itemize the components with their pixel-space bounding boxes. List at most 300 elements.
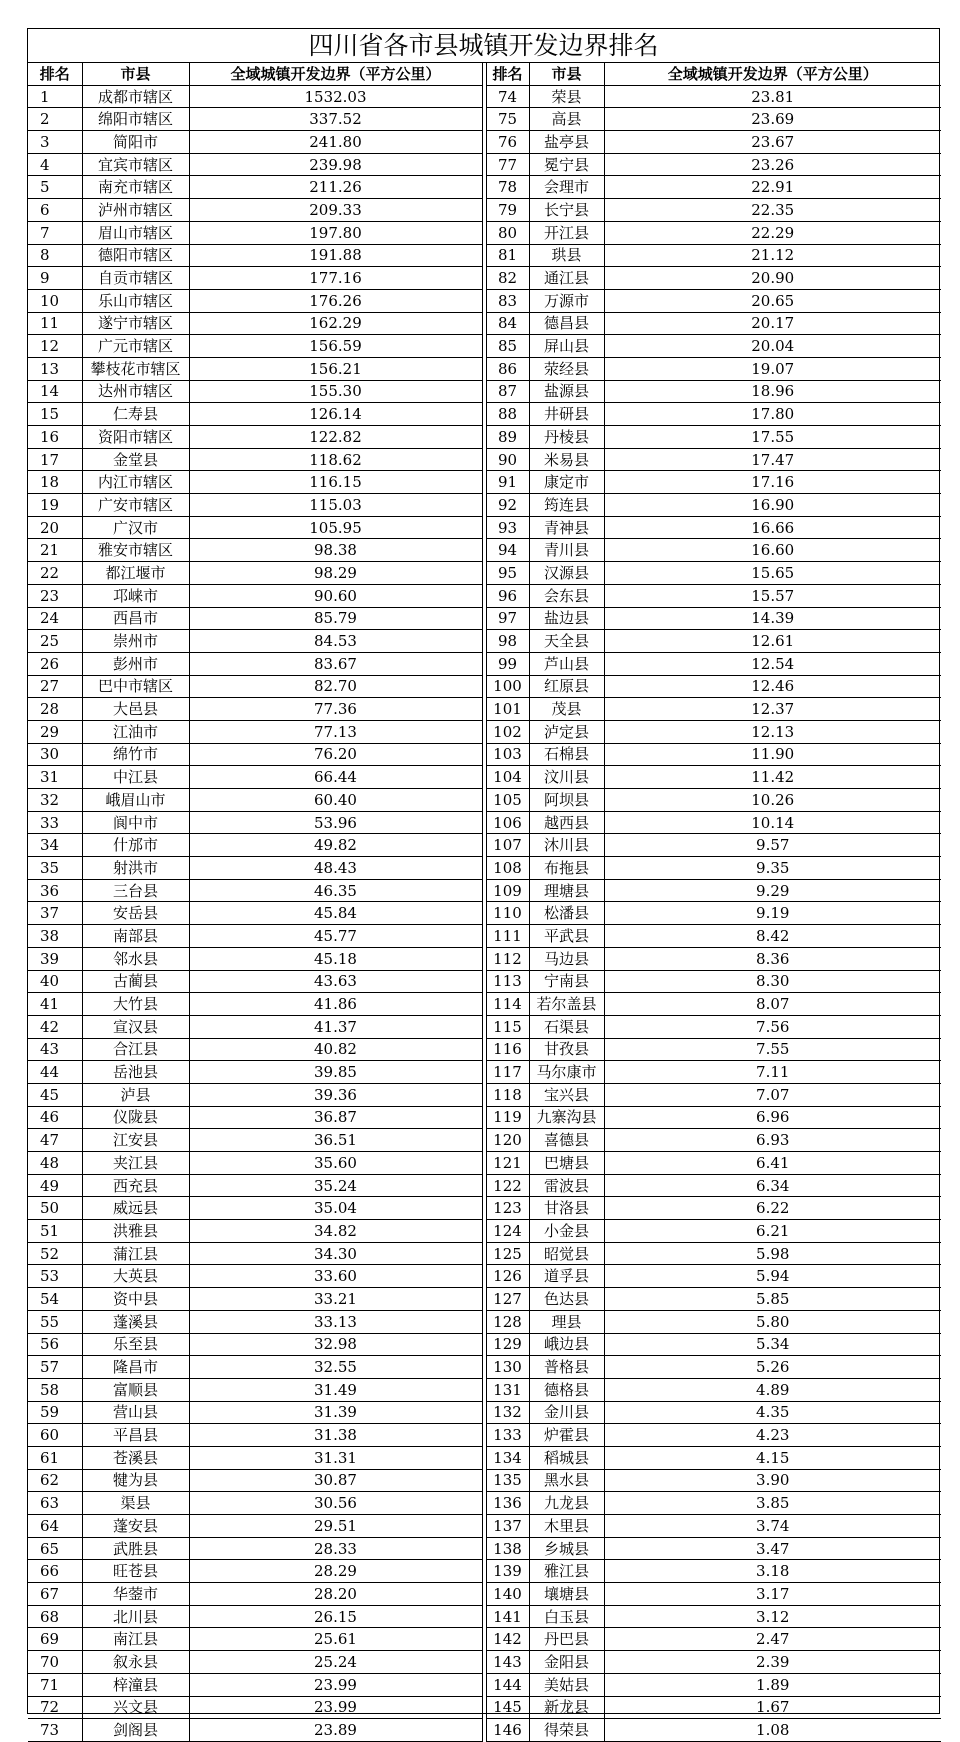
area-cell: 156.59 xyxy=(189,335,482,358)
area-cell: 15.65 xyxy=(604,562,941,585)
area-cell: 85.79 xyxy=(189,607,482,630)
header-county-right: 市县 xyxy=(529,63,604,85)
area-cell: 82.70 xyxy=(189,675,482,698)
area-cell: 6.34 xyxy=(604,1174,941,1197)
area-cell: 11.90 xyxy=(604,743,941,766)
area-cell: 30.87 xyxy=(189,1469,482,1492)
rank-cell: 66 xyxy=(28,1560,82,1583)
county-cell: 营山县 xyxy=(82,1401,189,1424)
area-cell: 18.96 xyxy=(604,380,941,403)
table-row xyxy=(28,766,941,789)
rank-cell: 12 xyxy=(28,335,82,358)
rank-cell: 126 xyxy=(486,1265,529,1288)
rank-cell: 9 xyxy=(28,267,82,290)
rank-cell: 68 xyxy=(28,1605,82,1628)
county-cell: 甘洛县 xyxy=(529,1197,604,1220)
county-cell: 理县 xyxy=(529,1310,604,1333)
area-cell: 46.35 xyxy=(189,879,482,902)
rank-cell: 137 xyxy=(486,1515,529,1538)
area-cell: 115.03 xyxy=(189,494,482,517)
rank-cell: 36 xyxy=(28,879,82,902)
rank-cell: 125 xyxy=(486,1242,529,1265)
county-cell: 喜德县 xyxy=(529,1129,604,1152)
rank-cell: 17 xyxy=(28,448,82,471)
area-cell: 16.60 xyxy=(604,539,941,562)
rank-cell: 83 xyxy=(486,289,529,312)
county-cell: 巴塘县 xyxy=(529,1152,604,1175)
area-cell: 45.84 xyxy=(189,902,482,925)
rank-cell: 7 xyxy=(28,221,82,244)
table-row xyxy=(28,1265,941,1288)
county-cell: 武胜县 xyxy=(82,1537,189,1560)
area-cell: 3.17 xyxy=(604,1583,941,1606)
county-cell: 隆昌市 xyxy=(82,1356,189,1379)
area-cell: 23.67 xyxy=(604,131,941,154)
area-cell: 5.80 xyxy=(604,1310,941,1333)
table-row xyxy=(28,562,941,585)
area-cell: 28.29 xyxy=(189,1560,482,1583)
area-cell: 53.96 xyxy=(189,811,482,834)
area-cell: 211.26 xyxy=(189,176,482,199)
area-cell: 5.94 xyxy=(604,1265,941,1288)
rank-cell: 72 xyxy=(28,1696,82,1719)
rank-cell: 23 xyxy=(28,584,82,607)
county-cell: 北川县 xyxy=(82,1605,189,1628)
table-row xyxy=(28,1515,941,1538)
county-cell: 叙永县 xyxy=(82,1651,189,1674)
table-row xyxy=(28,1583,941,1606)
area-cell: 116.15 xyxy=(189,471,482,494)
rank-cell: 10 xyxy=(28,289,82,312)
area-cell: 4.23 xyxy=(604,1424,941,1447)
table-row xyxy=(28,1242,941,1265)
rank-cell: 34 xyxy=(28,834,82,857)
area-cell: 66.44 xyxy=(189,766,482,789)
table-row xyxy=(28,1605,941,1628)
header-area-right: 全域城镇开发边界（平方公里） xyxy=(604,63,941,85)
area-cell: 77.13 xyxy=(189,720,482,743)
county-cell: 美姑县 xyxy=(529,1673,604,1696)
county-cell: 金阳县 xyxy=(529,1651,604,1674)
rank-cell: 138 xyxy=(486,1537,529,1560)
area-cell: 90.60 xyxy=(189,584,482,607)
area-cell: 34.30 xyxy=(189,1242,482,1265)
header-row xyxy=(28,63,941,85)
area-cell: 28.33 xyxy=(189,1537,482,1560)
county-cell: 旺苍县 xyxy=(82,1560,189,1583)
area-cell: 105.95 xyxy=(189,516,482,539)
table-row xyxy=(28,1038,941,1061)
rank-cell: 106 xyxy=(486,811,529,834)
rank-cell: 46 xyxy=(28,1106,82,1129)
county-cell: 仪陇县 xyxy=(82,1106,189,1129)
area-cell: 84.53 xyxy=(189,630,482,653)
rank-cell: 85 xyxy=(486,335,529,358)
rank-cell: 79 xyxy=(486,199,529,222)
area-cell: 39.85 xyxy=(189,1061,482,1084)
table-row xyxy=(28,720,941,743)
table-row xyxy=(28,289,941,312)
area-cell: 5.85 xyxy=(604,1288,941,1311)
county-cell: 马尔康市 xyxy=(529,1061,604,1084)
area-cell: 28.20 xyxy=(189,1583,482,1606)
area-cell: 3.74 xyxy=(604,1515,941,1538)
area-cell: 29.51 xyxy=(189,1515,482,1538)
county-cell: 乡城县 xyxy=(529,1537,604,1560)
county-cell: 金堂县 xyxy=(82,448,189,471)
rank-cell: 20 xyxy=(28,516,82,539)
area-cell: 7.07 xyxy=(604,1083,941,1106)
county-cell: 雅安市辖区 xyxy=(82,539,189,562)
county-cell: 华蓥市 xyxy=(82,1583,189,1606)
area-cell: 162.29 xyxy=(189,312,482,335)
rank-cell: 69 xyxy=(28,1628,82,1651)
county-cell: 理塘县 xyxy=(529,879,604,902)
rank-cell: 54 xyxy=(28,1288,82,1311)
area-cell: 45.18 xyxy=(189,947,482,970)
area-cell: 9.35 xyxy=(604,857,941,880)
area-cell: 9.19 xyxy=(604,902,941,925)
area-cell: 34.82 xyxy=(189,1220,482,1243)
county-cell: 九龙县 xyxy=(529,1492,604,1515)
area-cell: 337.52 xyxy=(189,108,482,131)
rank-cell: 121 xyxy=(486,1152,529,1175)
county-cell: 盐源县 xyxy=(529,380,604,403)
rank-cell: 39 xyxy=(28,947,82,970)
county-cell: 青神县 xyxy=(529,516,604,539)
table-row xyxy=(28,1492,941,1515)
rank-cell: 40 xyxy=(28,970,82,993)
table-row xyxy=(28,494,941,517)
table-row xyxy=(28,1015,941,1038)
area-cell: 7.55 xyxy=(604,1038,941,1061)
table-row xyxy=(28,1378,941,1401)
county-cell: 眉山市辖区 xyxy=(82,221,189,244)
county-cell: 绵阳市辖区 xyxy=(82,108,189,131)
area-cell: 177.16 xyxy=(189,267,482,290)
area-cell: 23.69 xyxy=(604,108,941,131)
area-cell: 14.39 xyxy=(604,607,941,630)
area-cell: 9.29 xyxy=(604,879,941,902)
rank-cell: 100 xyxy=(486,675,529,698)
county-cell: 绵竹市 xyxy=(82,743,189,766)
county-cell: 泸州市辖区 xyxy=(82,199,189,222)
rank-cell: 11 xyxy=(28,312,82,335)
area-cell: 6.22 xyxy=(604,1197,941,1220)
rank-cell: 33 xyxy=(28,811,82,834)
table-row xyxy=(28,970,941,993)
rank-cell: 118 xyxy=(486,1083,529,1106)
area-cell: 8.36 xyxy=(604,947,941,970)
county-cell: 康定市 xyxy=(529,471,604,494)
rank-cell: 47 xyxy=(28,1129,82,1152)
rank-cell: 143 xyxy=(486,1651,529,1674)
rank-cell: 102 xyxy=(486,720,529,743)
area-cell: 1532.03 xyxy=(189,85,482,108)
area-cell: 3.18 xyxy=(604,1560,941,1583)
table-row xyxy=(28,108,941,131)
county-cell: 甘孜县 xyxy=(529,1038,604,1061)
county-cell: 阆中市 xyxy=(82,811,189,834)
county-cell: 九寨沟县 xyxy=(529,1106,604,1129)
table-row xyxy=(28,607,941,630)
rank-cell: 24 xyxy=(28,607,82,630)
county-cell: 南充市辖区 xyxy=(82,176,189,199)
table-row xyxy=(28,426,941,449)
table-row xyxy=(28,630,941,653)
county-cell: 屏山县 xyxy=(529,335,604,358)
area-cell: 3.90 xyxy=(604,1469,941,1492)
rank-cell: 56 xyxy=(28,1333,82,1356)
rank-cell: 146 xyxy=(486,1719,529,1742)
area-cell: 23.26 xyxy=(604,153,941,176)
table-row xyxy=(28,652,941,675)
rank-cell: 145 xyxy=(486,1696,529,1719)
area-cell: 23.81 xyxy=(604,85,941,108)
county-cell: 渠县 xyxy=(82,1492,189,1515)
rank-cell: 31 xyxy=(28,766,82,789)
area-cell: 1.67 xyxy=(604,1696,941,1719)
county-cell: 沐川县 xyxy=(529,834,604,857)
county-cell: 南部县 xyxy=(82,925,189,948)
rank-cell: 134 xyxy=(486,1446,529,1469)
rank-cell: 13 xyxy=(28,357,82,380)
table-row xyxy=(28,1288,941,1311)
county-cell: 蓬溪县 xyxy=(82,1310,189,1333)
county-cell: 长宁县 xyxy=(529,199,604,222)
county-cell: 米易县 xyxy=(529,448,604,471)
area-cell: 1.89 xyxy=(604,1673,941,1696)
area-cell: 36.51 xyxy=(189,1129,482,1152)
area-cell: 77.36 xyxy=(189,698,482,721)
rank-cell: 59 xyxy=(28,1401,82,1424)
area-cell: 6.93 xyxy=(604,1129,941,1152)
table-row xyxy=(28,267,941,290)
county-cell: 蓬安县 xyxy=(82,1515,189,1538)
table-row xyxy=(28,675,941,698)
county-cell: 荣县 xyxy=(529,85,604,108)
county-cell: 荥经县 xyxy=(529,357,604,380)
rank-cell: 76 xyxy=(486,131,529,154)
rank-cell: 53 xyxy=(28,1265,82,1288)
area-cell: 76.20 xyxy=(189,743,482,766)
table-row xyxy=(28,516,941,539)
rank-cell: 114 xyxy=(486,993,529,1016)
county-cell: 会理市 xyxy=(529,176,604,199)
table-row xyxy=(28,380,941,403)
area-cell: 31.31 xyxy=(189,1446,482,1469)
table-row xyxy=(28,199,941,222)
area-cell: 31.39 xyxy=(189,1401,482,1424)
area-cell: 45.77 xyxy=(189,925,482,948)
rank-cell: 52 xyxy=(28,1242,82,1265)
rank-cell: 119 xyxy=(486,1106,529,1129)
area-cell: 41.37 xyxy=(189,1015,482,1038)
rank-cell: 6 xyxy=(28,199,82,222)
county-cell: 平武县 xyxy=(529,925,604,948)
county-cell: 壤塘县 xyxy=(529,1583,604,1606)
area-cell: 60.40 xyxy=(189,789,482,812)
rank-cell: 141 xyxy=(486,1605,529,1628)
rank-cell: 105 xyxy=(486,789,529,812)
area-cell: 40.82 xyxy=(189,1038,482,1061)
area-cell: 17.80 xyxy=(604,403,941,426)
rank-cell: 81 xyxy=(486,244,529,267)
table-row xyxy=(28,85,941,108)
rank-cell: 21 xyxy=(28,539,82,562)
rank-cell: 82 xyxy=(486,267,529,290)
rank-cell: 4 xyxy=(28,153,82,176)
area-cell: 126.14 xyxy=(189,403,482,426)
table-row xyxy=(28,539,941,562)
county-cell: 石棉县 xyxy=(529,743,604,766)
rank-cell: 43 xyxy=(28,1038,82,1061)
table-row xyxy=(28,993,941,1016)
area-cell: 39.36 xyxy=(189,1083,482,1106)
rank-cell: 2 xyxy=(28,108,82,131)
county-cell: 雅江县 xyxy=(529,1560,604,1583)
rank-cell: 127 xyxy=(486,1288,529,1311)
area-cell: 197.80 xyxy=(189,221,482,244)
rank-cell: 107 xyxy=(486,834,529,857)
county-cell: 兴文县 xyxy=(82,1696,189,1719)
area-cell: 3.85 xyxy=(604,1492,941,1515)
rank-cell: 30 xyxy=(28,743,82,766)
area-cell: 32.98 xyxy=(189,1333,482,1356)
county-cell: 平昌县 xyxy=(82,1424,189,1447)
table-row xyxy=(28,743,941,766)
county-cell: 万源市 xyxy=(529,289,604,312)
table-row xyxy=(28,947,941,970)
county-cell: 阿坝县 xyxy=(529,789,604,812)
county-cell: 炉霍县 xyxy=(529,1424,604,1447)
county-cell: 蒲江县 xyxy=(82,1242,189,1265)
area-cell: 1.08 xyxy=(604,1719,941,1742)
area-cell: 2.47 xyxy=(604,1628,941,1651)
area-cell: 5.98 xyxy=(604,1242,941,1265)
table-row xyxy=(28,1106,941,1129)
area-cell: 33.60 xyxy=(189,1265,482,1288)
county-cell: 大英县 xyxy=(82,1265,189,1288)
area-cell: 10.14 xyxy=(604,811,941,834)
county-cell: 德昌县 xyxy=(529,312,604,335)
county-cell: 梓潼县 xyxy=(82,1673,189,1696)
area-cell: 36.87 xyxy=(189,1106,482,1129)
rank-cell: 96 xyxy=(486,584,529,607)
area-cell: 6.21 xyxy=(604,1220,941,1243)
area-cell: 8.07 xyxy=(604,993,941,1016)
rank-cell: 41 xyxy=(28,993,82,1016)
county-cell: 苍溪县 xyxy=(82,1446,189,1469)
rank-cell: 90 xyxy=(486,448,529,471)
rank-cell: 131 xyxy=(486,1378,529,1401)
area-cell: 12.61 xyxy=(604,630,941,653)
area-cell: 239.98 xyxy=(189,153,482,176)
rank-cell: 15 xyxy=(28,403,82,426)
table-row xyxy=(28,1469,941,1492)
rank-cell: 16 xyxy=(28,426,82,449)
area-cell: 5.34 xyxy=(604,1333,941,1356)
county-cell: 泸县 xyxy=(82,1083,189,1106)
table-row xyxy=(28,1310,941,1333)
county-cell: 天全县 xyxy=(529,630,604,653)
county-cell: 洪雅县 xyxy=(82,1220,189,1243)
rank-cell: 84 xyxy=(486,312,529,335)
table-row xyxy=(28,1152,941,1175)
county-cell: 江油市 xyxy=(82,720,189,743)
area-cell: 20.04 xyxy=(604,335,941,358)
county-cell: 射洪市 xyxy=(82,857,189,880)
area-cell: 20.65 xyxy=(604,289,941,312)
county-cell: 得荣县 xyxy=(529,1719,604,1742)
area-cell: 31.49 xyxy=(189,1378,482,1401)
area-cell: 17.47 xyxy=(604,448,941,471)
county-cell: 剑阁县 xyxy=(82,1719,189,1742)
county-cell: 峨边县 xyxy=(529,1333,604,1356)
county-cell: 什邡市 xyxy=(82,834,189,857)
rank-cell: 128 xyxy=(486,1310,529,1333)
rank-cell: 26 xyxy=(28,652,82,675)
rank-cell: 97 xyxy=(486,607,529,630)
table-row xyxy=(28,1333,941,1356)
table-row xyxy=(28,1719,941,1742)
rank-cell: 28 xyxy=(28,698,82,721)
county-cell: 宝兴县 xyxy=(529,1083,604,1106)
area-cell: 4.35 xyxy=(604,1401,941,1424)
county-cell: 会东县 xyxy=(529,584,604,607)
county-cell: 昭觉县 xyxy=(529,1242,604,1265)
rank-cell: 48 xyxy=(28,1152,82,1175)
rank-cell: 87 xyxy=(486,380,529,403)
rank-cell: 95 xyxy=(486,562,529,585)
area-cell: 2.39 xyxy=(604,1651,941,1674)
rank-cell: 139 xyxy=(486,1560,529,1583)
rank-cell: 109 xyxy=(486,879,529,902)
rank-cell: 58 xyxy=(28,1378,82,1401)
table-row xyxy=(28,1083,941,1106)
county-cell: 南江县 xyxy=(82,1628,189,1651)
rank-cell: 132 xyxy=(486,1401,529,1424)
county-cell: 西充县 xyxy=(82,1174,189,1197)
rank-cell: 103 xyxy=(486,743,529,766)
county-cell: 岳池县 xyxy=(82,1061,189,1084)
rank-cell: 77 xyxy=(486,153,529,176)
rank-cell: 130 xyxy=(486,1356,529,1379)
rank-cell: 44 xyxy=(28,1061,82,1084)
area-cell: 49.82 xyxy=(189,834,482,857)
rank-cell: 108 xyxy=(486,857,529,880)
county-cell: 珙县 xyxy=(529,244,604,267)
county-cell: 遂宁市辖区 xyxy=(82,312,189,335)
county-cell: 木里县 xyxy=(529,1515,604,1538)
area-cell: 22.29 xyxy=(604,221,941,244)
county-cell: 达州市辖区 xyxy=(82,380,189,403)
county-cell: 道孚县 xyxy=(529,1265,604,1288)
area-cell: 25.24 xyxy=(189,1651,482,1674)
rank-cell: 42 xyxy=(28,1015,82,1038)
rank-cell: 88 xyxy=(486,403,529,426)
rank-cell: 22 xyxy=(28,562,82,585)
area-cell: 16.66 xyxy=(604,516,941,539)
county-cell: 汶川县 xyxy=(529,766,604,789)
area-cell: 26.15 xyxy=(189,1605,482,1628)
rank-cell: 80 xyxy=(486,221,529,244)
county-cell: 泸定县 xyxy=(529,720,604,743)
county-cell: 红原县 xyxy=(529,675,604,698)
ranking-sheet xyxy=(27,28,940,1740)
area-cell: 15.57 xyxy=(604,584,941,607)
rank-cell: 110 xyxy=(486,902,529,925)
